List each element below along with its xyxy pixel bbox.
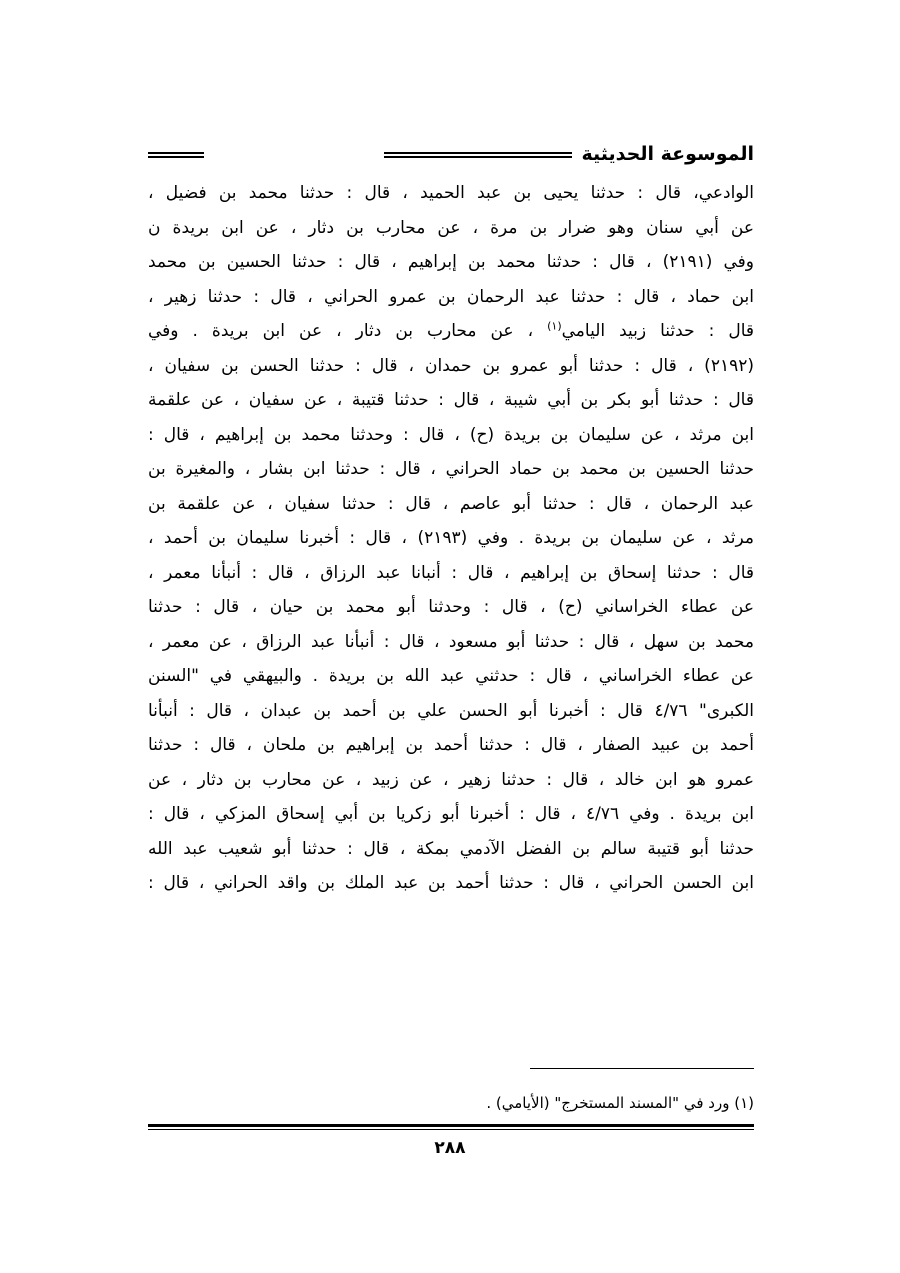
page-header [148,140,754,170]
text-line-13: عن عطاء الخراساني (ح) ، قال : وحدثنا أبو محمد بن حيان ، قال : حدثنا [148,597,754,617]
text-line-17: أحمد بن عبيد الصفار ، قال : حدثنا أحمد بن إبراهيم بن ملحان ، قال : حدثنا [148,735,754,755]
text-line-5-part-1: قال : حدثنا زبيد اليامي [561,321,754,341]
footnote: (١) ورد في "المسند المستخرج" (الأيامي) . [486,1094,754,1112]
text-line-18: عمرو هو ابن خالد ، قال : حدثنا زهير ، عن زبيد ، عن محارب بن دثار ، عن [148,769,754,790]
text-line-15: عن عطاء الخراساني ، قال : حدثني عبد الله بن بريدة . والبيهقي في "السنن [148,666,754,686]
header-title: الموسوعة الحديثية [572,140,755,168]
text-line-7: قال : حدثنا أبو بكر بن أبي شيبة ، قال : حدثنا قتيبة ، عن سفيان ، عن علقمة [148,390,754,410]
text-line-9: حدثنا الحسين بن محمد بن حماد الحراني ، قال : حدثنا ابن بشار ، والمغيرة بن [148,459,754,479]
text-line-4: ابن حماد ، قال : حدثنا عبد الرحمان بن عمرو الحراني ، قال : حدثنا زهير ، [148,286,754,307]
text-line-14: محمد بن سهل ، قال : حدثنا أبو مسعود ، قال : أنبأنا عبد الرزاق ، عن معمر ، [148,631,754,652]
text-line-5 [148,314,754,349]
footnote-separator [530,1068,754,1069]
text-line-21: ابن الحسن الحراني ، قال : حدثنا أحمد بن عبد الملك بن واقد الحراني ، قال : [148,873,754,893]
page-number: ٢٨٨ [434,1138,466,1158]
text-line-3: وفي (٢١٩١) ، قال : حدثنا محمد بن إبراهيم ، قال : حدثنا الحسين بن محمد [148,252,754,272]
text-line-2: عن أبي سنان وهو ضرار بن مرة ، عن محارب بن دثار ، عن ابن بريدة ن [148,217,754,238]
text-line-16: الكبرى" ٤/٧٦ قال : أخبرنا أبو الحسن علي بن أحمد بن عبدان ، قال : أنبأنا [148,700,754,721]
footnote-marker: (١) [547,319,562,333]
footer-rule [148,1124,754,1130]
text-line-8: ابن مرثد ، عن سليمان بن بريدة (ح) ، قال : وحدثنا محمد بن إبراهيم ، قال : [148,424,754,445]
text-line-11: مرثد ، عن سليمان بن بريدة . وفي (٢١٩٣) ، قال : أخبرنا سليمان بن أحمد ، [148,528,754,548]
text-line-19: ابن بريدة . وفي ٤/٧٦ ، قال : أخبرنا أبو زكريا بن أبي إسحاق المزكي ، قال : [148,804,754,824]
text-line-20: حدثنا أبو قتيبة سالم بن الفضل الآدمي بمكة ، قال : حدثنا أبو شعيب عبد الله [148,838,754,859]
text-line-6: (٢١٩٢) ، قال : حدثنا أبو عمرو بن حمدان ، قال : حدثنا الحسن بن سفيان ، [148,355,754,376]
text-line-5-part-2: ، عن محارب بن دثار ، عن ابن بريدة . وفي [148,321,548,341]
text-line-1: الوادعي، قال : حدثنا يحيى بن عبد الحميد ، قال : حدثنا محمد بن فضيل ، [148,183,754,203]
text-line-12: قال : حدثنا إسحاق بن إبراهيم ، قال : أنبانا عبد الرزاق ، قال : أنبأنا معمر ، [148,562,754,583]
header-rule-left [148,152,204,158]
text-line-10: عبد الرحمان ، قال : حدثنا أبو عاصم ، قال : حدثنا سفيان ، عن علقمة بن [148,493,754,514]
body-text [148,176,754,901]
